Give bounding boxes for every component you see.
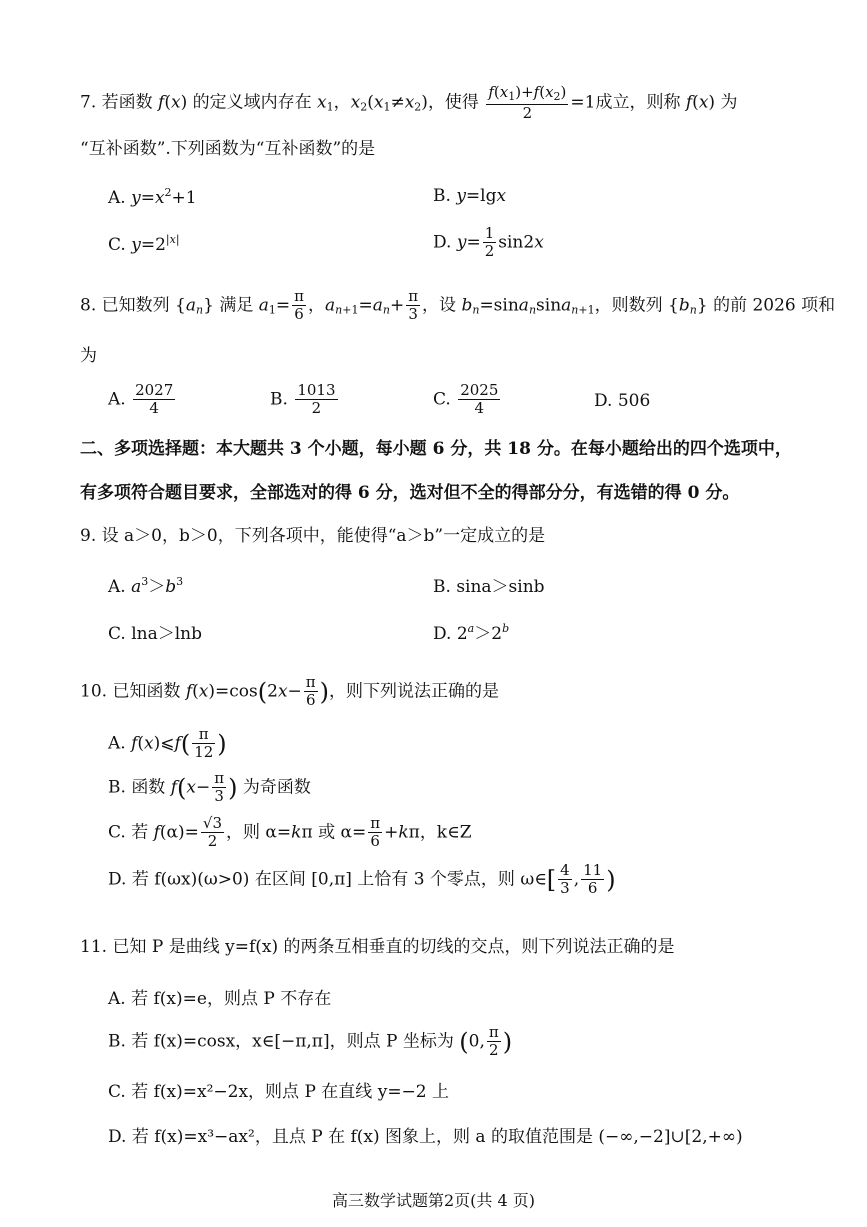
option-11d: D. 若 f(x)=x³−ax²，且点 P 在 f(x) 图象上，则 a 的取值范围是 (−∞,−2]∪[2,+∞): [108, 1127, 743, 1147]
question-7-line2: “互补函数”.下列函数为“互补函数”的是: [80, 139, 376, 159]
fraction: $\frac{2025}{4}$: [460, 381, 499, 418]
option-10c: C. 若 f(α)= $\frac{√3}{2}$ ，则 α=kπ 或 α= $\frac{\pi}{6}$ +kπ，k∈Z: [108, 814, 472, 851]
question-8-line2: 为: [80, 346, 97, 366]
option-8b: B. $\frac{1013}{2}$: [270, 381, 336, 418]
question-11: 11. 已知 P 是曲线 y=f(x) 的两条互相垂直的切线的交点，则下列说法正确的是: [80, 937, 675, 957]
question-number: 9.: [80, 526, 97, 546]
fraction: $\frac{4}{3}$: [560, 861, 570, 898]
option-11b: B. 若 f(x)=cosx，x∈[−π,π]，则点 P 坐标为 (0, $\frac{\pi}{2}$ ): [108, 1023, 513, 1060]
fraction: $\frac{\pi}{2}$: [488, 1023, 499, 1060]
fraction: $\frac{1}{2}$: [484, 224, 495, 261]
fraction: $\frac{\pi}{12}$: [194, 725, 214, 762]
option-10d: D. 若 f(ωx)(ω>0) 在区间 [0,π] 上恰有 3 个零点，则 ω∈[ $\frac{4}{3}$ , $\frac{11}{6}$ ): [108, 861, 616, 898]
question-text: 成立，则称: [595, 92, 681, 113]
question-9: 9. 设 a＞0，b＞0，下列各项中，能使得“a＞b”一定成立的是: [80, 526, 546, 546]
question-text: 的定义域内存在: [192, 92, 312, 113]
option-11a: A. 若 f(x)=e，则点 P 不存在: [108, 989, 332, 1009]
option-8c: C. $\frac{2025}{4}$: [433, 381, 499, 418]
fraction: $\frac{2027}{4}$: [135, 381, 174, 418]
option-9c: C. lna＞lnb: [108, 624, 203, 644]
question-number: 7.: [80, 92, 97, 113]
option-9d: D. $2^a>2^b$: [433, 622, 510, 644]
fraction: $\frac{1013}{2}$: [297, 381, 336, 418]
option-8d: D. 506: [594, 391, 651, 411]
section-header: 二、多项选择题：本大题共 3 个小题，每小题 6 分，共 18 分。在每小题给出的四个选项中，有多项符合题目要求，全部选对的得 6 分，选对但不全的得部分分，有选错的得 0 分。: [80, 439, 792, 503]
question-text: 若函数: [101, 92, 153, 113]
fraction: $\frac{√3}{2}$: [202, 814, 223, 851]
question-text: 为: [720, 92, 738, 113]
option-9a: A. $a^3>b^3$: [108, 575, 184, 597]
question-8: 8. 已知数列 $\{a_n\}$ 满足 $a_1=$ $\frac{\pi}{6}$ ，$a_{n+1}=a_n+$ $\frac{\pi}{3}$ ，设 $b_n=\sin a_n\sin a_{n+1}$，则数列 $\{b_n\}$ 的前 2026 项和: [80, 287, 836, 324]
page-footer: 高三数学试题第2页(共 4 页): [331, 1191, 536, 1210]
option-8a: A. $\frac{2027}{4}$: [108, 381, 174, 418]
question-number: 11.: [80, 937, 108, 957]
fraction: $\frac{\pi}{3}$: [408, 287, 419, 324]
option-7c: C. $y=2^{|x|}$: [108, 233, 180, 255]
option-7d: D. y= $\frac{1}{2}$ sin2x: [433, 224, 544, 261]
question-number: 8.: [80, 295, 97, 316]
fraction: $\frac{\pi}{6}$: [305, 673, 316, 710]
option-9b: B. sina＞sinb: [433, 577, 545, 597]
fraction: $\frac{\pi}{6}$: [294, 287, 304, 324]
fraction: $\frac{11}{6}$: [583, 861, 603, 898]
fraction: $\frac{\pi}{3}$: [214, 769, 225, 806]
option-10b: B. 函数 f(x− $\frac{\pi}{3}$ ) 为奇函数: [108, 769, 311, 806]
option-7a: A. $y=x^2+1$: [108, 186, 197, 208]
fraction: $\frac{f(x_1)+f(x_2)}{2}$: [488, 83, 567, 122]
question-10: 10. 已知函数 f(x)=cos(2x− $\frac{\pi}{6}$ )，则下列说法正确的是: [80, 673, 500, 710]
option-7b: B. y=lgx: [433, 186, 507, 206]
fraction: $\frac{\pi}{6}$: [370, 814, 381, 851]
option-10a: A. f(x)⩽f( $\frac{\pi}{12}$ ): [108, 725, 227, 762]
option-11c: C. 若 f(x)=x²−2x，则点 P 在直线 y=−2 上: [108, 1082, 450, 1102]
question-text: ，使得: [427, 92, 479, 113]
question-7: 7. 若函数 f(x) 的定义域内存在 $x_1$，$x_2(x_1\ne x_2)$，使得 $\frac{f(x_1)+f(x_2)}{2}$ =1成立，则称 f(x) 为: [80, 83, 738, 122]
question-number: 10.: [80, 681, 108, 702]
